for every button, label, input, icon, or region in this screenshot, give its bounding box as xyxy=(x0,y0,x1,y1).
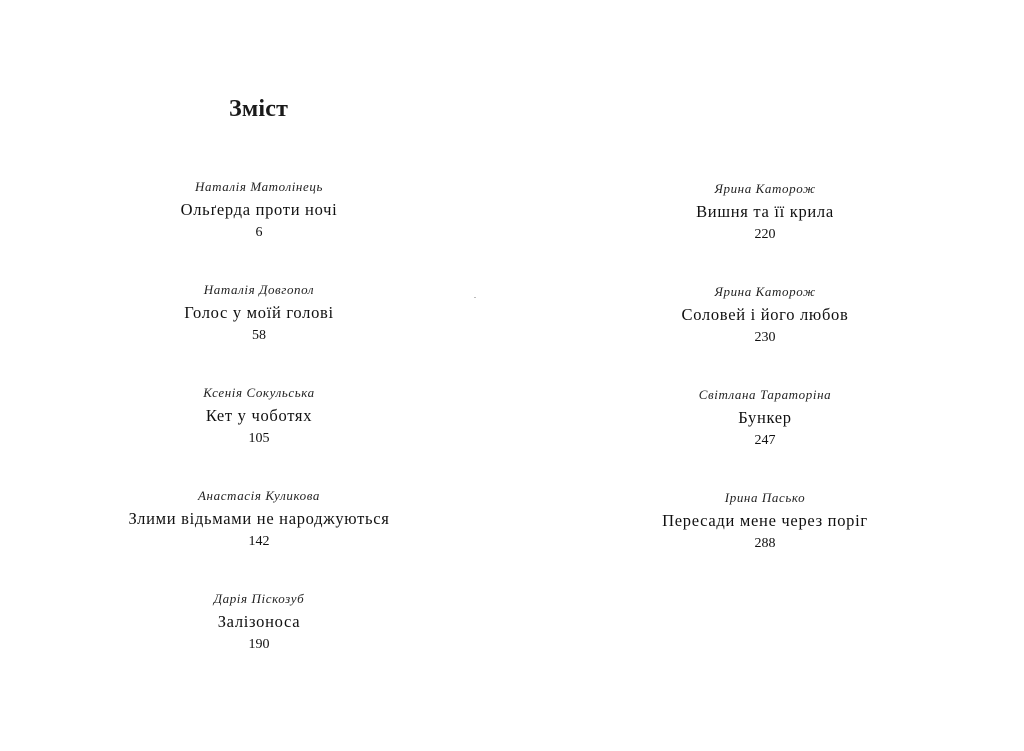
entry-page-number: 58 xyxy=(252,328,266,343)
right-page xyxy=(512,0,1024,751)
entry-author: Ярина Каторож xyxy=(714,284,816,299)
entry-author: Ірина Пасько xyxy=(724,490,806,505)
entry-author: Наталія Довгопол xyxy=(203,282,315,297)
toc-entry[interactable] xyxy=(109,385,409,488)
toc-list-left xyxy=(109,179,409,694)
entry-title[interactable]: Злими відьмами не народжуються xyxy=(128,509,390,528)
entry-title[interactable]: Пересади мене через поріг xyxy=(662,511,868,530)
entry-page-number: 288 xyxy=(754,536,776,551)
toc-entry[interactable] xyxy=(615,284,915,387)
entry-author: Анастасія Куликова xyxy=(198,488,320,503)
page-title: Зміст xyxy=(229,96,289,122)
entry-author: Світлана Тараторіна xyxy=(698,387,832,402)
entry-title[interactable]: Ольґерда проти ночі xyxy=(180,200,338,219)
toc-entry[interactable] xyxy=(615,181,915,284)
entry-title[interactable]: Бункер xyxy=(738,408,792,427)
entry-author: Ксенія Сокульська xyxy=(203,385,315,400)
entry-page-number: 220 xyxy=(754,227,776,242)
entry-author: Ярина Каторож xyxy=(714,181,816,196)
entry-title[interactable]: Голос у моїй голові xyxy=(184,303,334,322)
toc-entry[interactable] xyxy=(109,488,409,591)
entry-page-number: 247 xyxy=(754,433,776,448)
entry-page-number: 105 xyxy=(248,431,270,446)
entry-title[interactable]: Кет у чоботях xyxy=(205,406,313,425)
entry-title[interactable]: Соловей і його любов xyxy=(681,305,849,324)
entry-title[interactable]: Залізоноса xyxy=(217,612,301,631)
entry-page-number: 230 xyxy=(754,330,776,345)
entry-page-number: 190 xyxy=(248,637,270,652)
entry-title[interactable]: Вишня та її крила xyxy=(696,202,834,221)
entry-page-number: 6 xyxy=(255,225,263,240)
entry-page-number: 142 xyxy=(248,534,270,549)
toc-entry[interactable] xyxy=(109,591,409,694)
toc-entry[interactable] xyxy=(615,387,915,490)
toc-entry[interactable] xyxy=(615,490,915,593)
toc-entry[interactable] xyxy=(109,179,409,282)
toc-list-right xyxy=(615,181,915,593)
entry-author: Дарія Піскозуб xyxy=(213,591,305,606)
entry-author: Наталія Матолінець xyxy=(195,179,323,194)
toc-entry[interactable] xyxy=(109,282,409,385)
page-speck xyxy=(474,297,476,298)
